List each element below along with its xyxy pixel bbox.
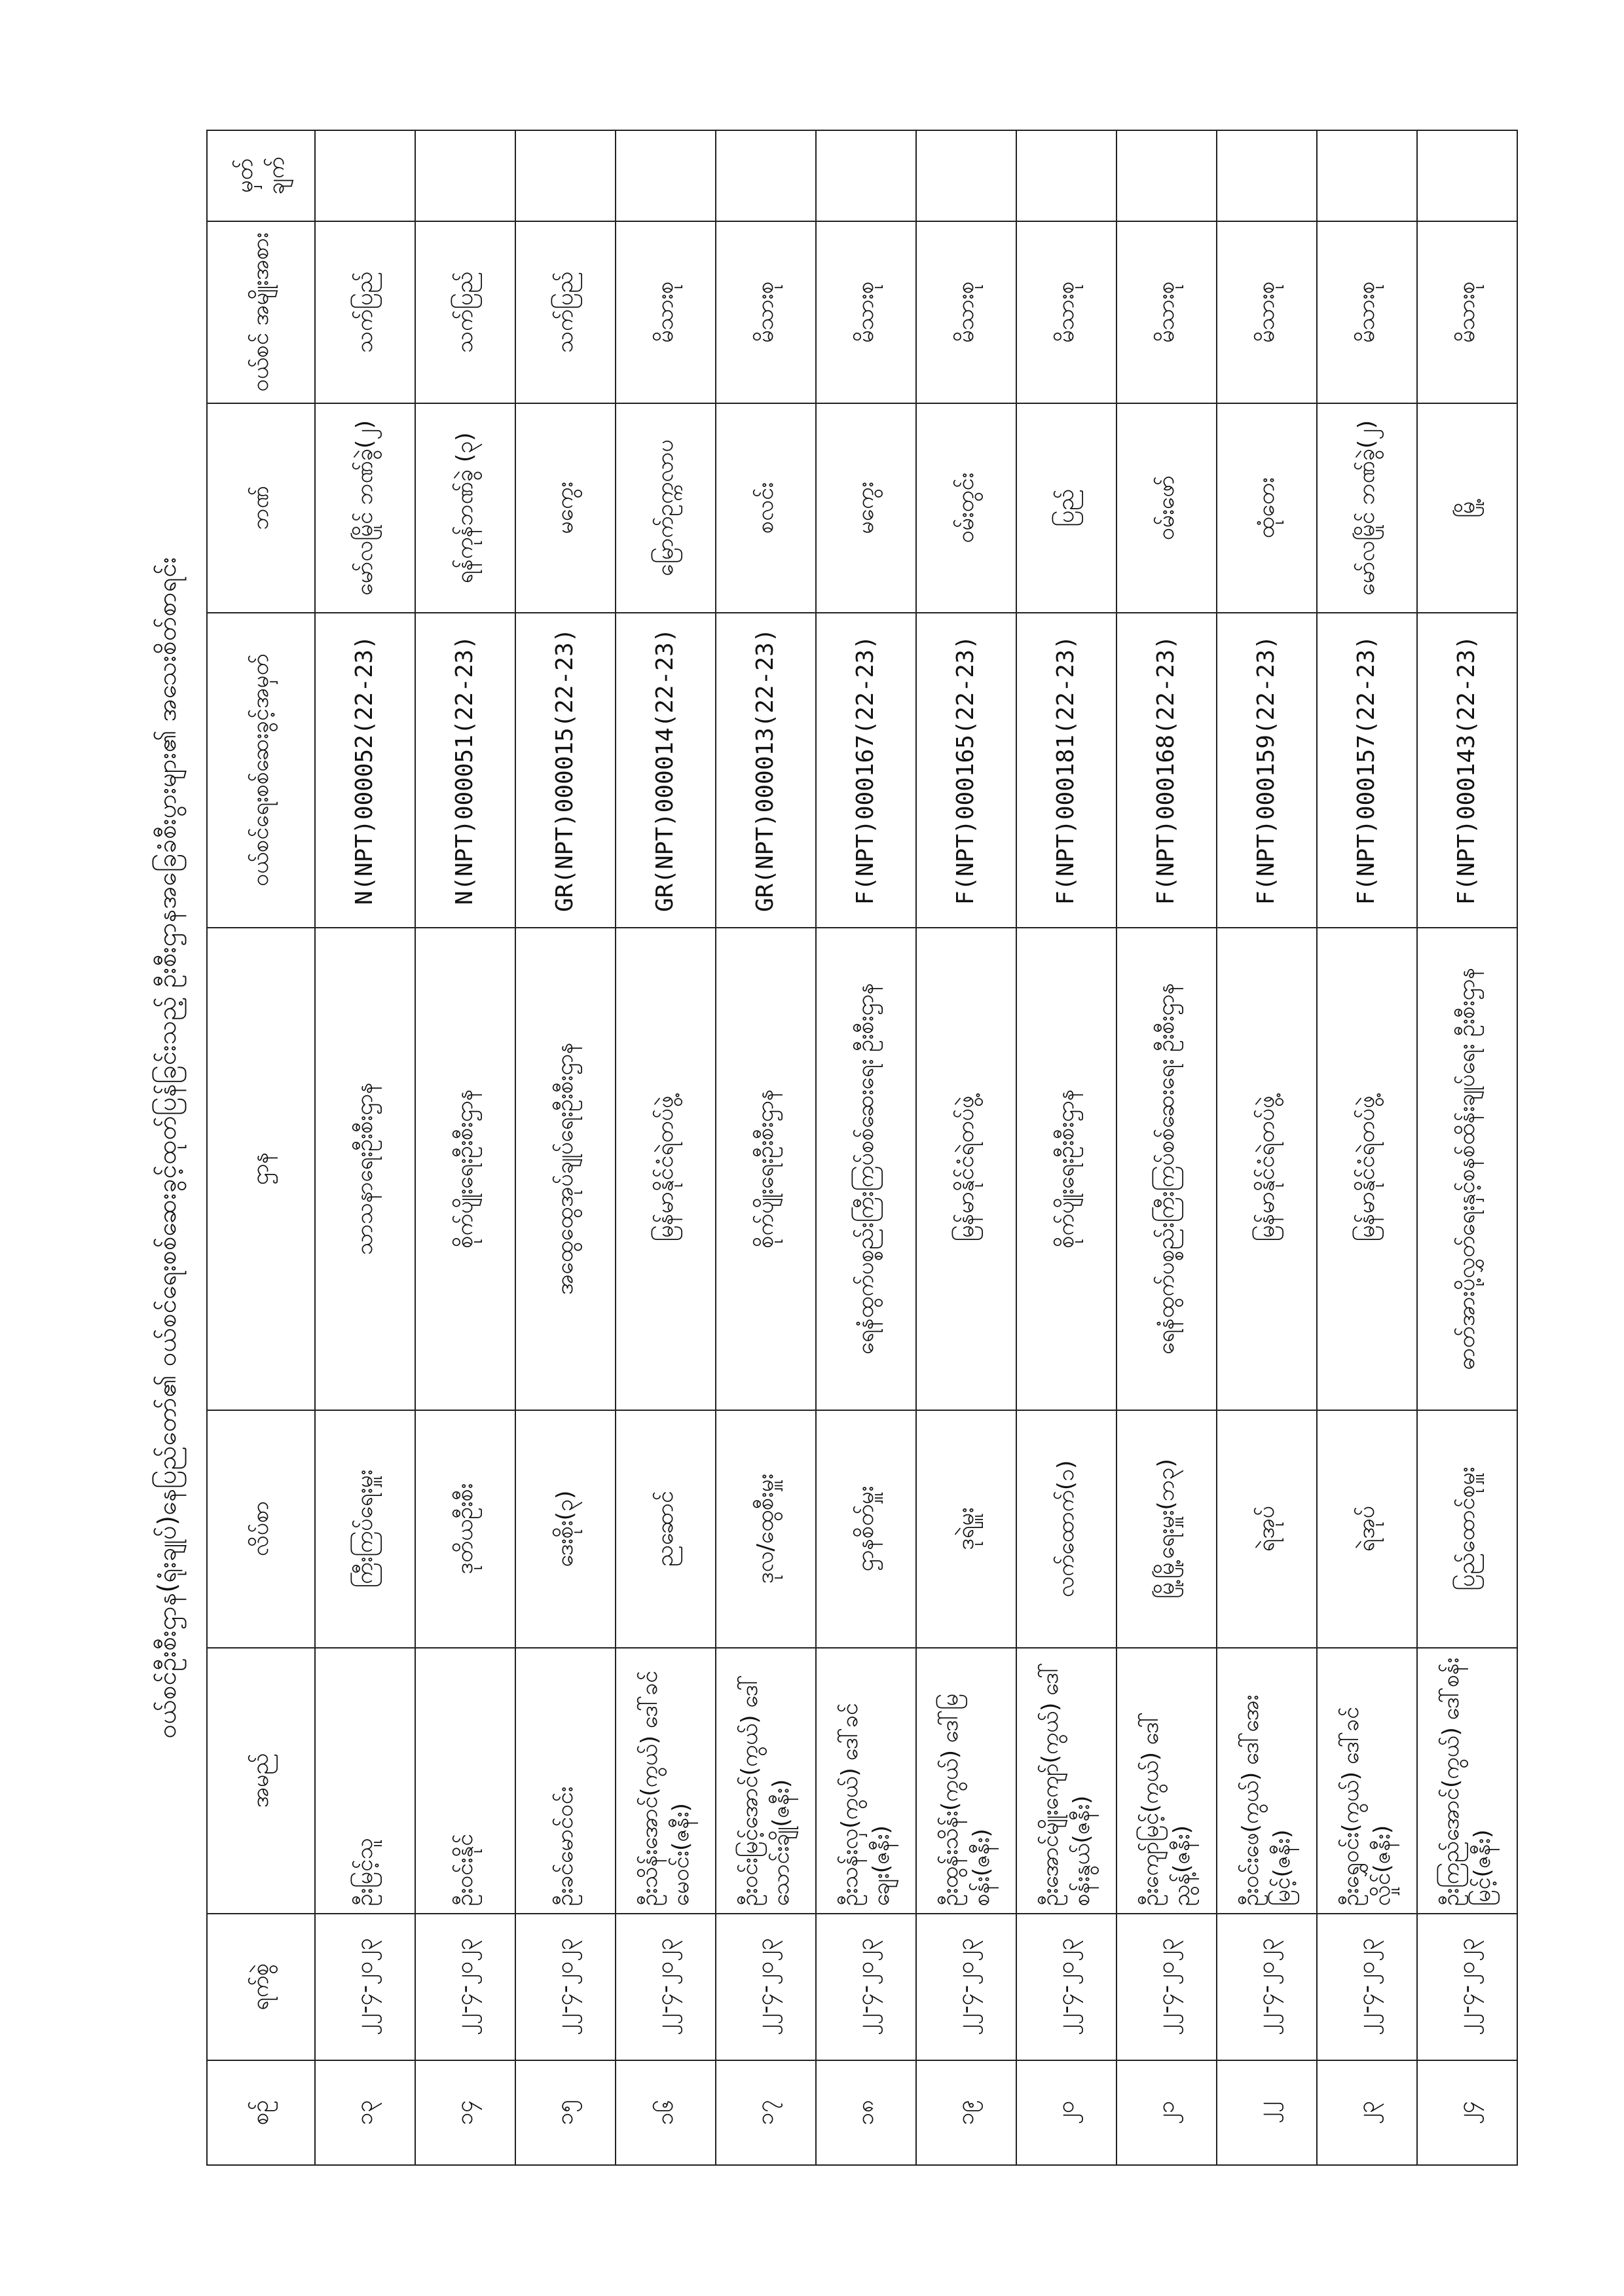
cell-type: မိသားစု [616, 221, 716, 403]
header-road: လိပ်စာ [207, 1410, 315, 1648]
cell-no: ၁၅ [515, 2060, 616, 2165]
cell-kind: ပြည် [1016, 403, 1116, 613]
table-row [916, 130, 1016, 2165]
cell-owner: ဦးဝင်းနိုင် [415, 1648, 515, 1914]
header-owner: အမည် [207, 1648, 315, 1914]
cell-date: ၂၂-၄-၂၀၂၃ [616, 1914, 716, 2060]
cell-license: N(NPT)000052(22-23) [315, 613, 415, 928]
cell-road: ကြီးကြပ်ရေးမှူး [315, 1410, 415, 1648]
cell-owner: ဦးမြင့်သူ [315, 1648, 415, 1914]
cell-type: မိသားစု [1016, 221, 1116, 403]
cell-road: ဒုတိယဦးစီး [415, 1410, 515, 1648]
cell-license: F(NPT)000143(22-23) [1417, 613, 1517, 928]
table-row [1317, 130, 1417, 2165]
cell-remark [1417, 130, 1517, 221]
table-body [315, 130, 1517, 2165]
cell-kind: မကွေး [515, 403, 616, 613]
cell-owner: ဦးဝင်းမြင့်အောင်(ကွယ်) ဒေါ်သောင်းချို(ဇနီး) [716, 1648, 816, 1914]
header-kind: ဘဏ် [207, 403, 315, 613]
cell-road: လက်ထောက်(၁) [1016, 1410, 1116, 1648]
table-row [616, 130, 716, 2165]
cell-no: ၁၇ [716, 2060, 816, 2165]
cell-type: မိသားစု [1217, 221, 1317, 403]
cell-road: ပြည်ထောင်စုမှူး [1417, 1410, 1517, 1648]
cell-no: ၁၈ [816, 2060, 916, 2165]
cell-ward: မြန်မာနိုင်ငံရဲတပ်ဖွဲ့ [1317, 928, 1417, 1410]
cell-no: ၂၃ [1317, 2060, 1417, 2165]
cell-owner: ဦးခင်မောင်ဝင်း [515, 1648, 616, 1914]
table-row [1217, 130, 1317, 2165]
cell-road: ဌာနစိတ်မှူး [816, 1410, 916, 1648]
table-row [1417, 130, 1517, 2165]
cell-type: သက်ပြည် [315, 221, 415, 403]
cell-owner: ဦးအောင်မျိုးကျော်(ကွယ်) ဒေါ်စန်းနွယ်(ဇနီး) [1016, 1648, 1116, 1914]
cell-date: ၂၂-၄-၂၀၂၃ [1016, 1914, 1116, 2060]
cell-no: ၁၄ [415, 2060, 515, 2165]
cell-owner: ဦးရွှေဝင်း(ကွယ်) ဒေါ်ခင်လှိုင်(ဇနီး) [1317, 1648, 1417, 1914]
table-header-row [207, 130, 315, 2165]
cell-ward: သာသနာရေးဦးစီးဌာန [315, 928, 415, 1410]
cell-license: F(NPT)000181(22-23) [1016, 613, 1116, 928]
cell-no: ၁၆ [616, 2060, 716, 2165]
cell-ward: စိုက်ပျိုးရေးဦးစီးဌာန [1016, 928, 1116, 1410]
cell-owner: ဦးဝင်းဖေ(ကွယ်) ဒေါ်အေးမြင့်(ဇနီး) [1217, 1648, 1317, 1914]
cell-license: GR(NPT)000013(22-23) [716, 613, 816, 928]
cell-kind: စလင်း [716, 403, 816, 613]
cell-ward: အထွေထွေအုပ်ချုပ်ရေးဦးစီးဌာန [515, 928, 616, 1410]
cell-type: မိသားစု [816, 221, 916, 403]
cell-ward: စိုက်ပျိုးရေးဦးစီးဌာန [415, 928, 515, 1410]
cell-remark [1217, 130, 1317, 221]
cell-kind: ထုံတေး [1217, 403, 1317, 613]
cell-no: ၁၃ [315, 2060, 415, 2165]
cell-remark [816, 130, 916, 221]
cell-date: ၂၂-၄-၂၀၂၃ [515, 1914, 616, 2060]
cell-license: GR(NPT)000014(22-23) [616, 613, 716, 928]
cell-road: ဒုရဲမှူး [916, 1410, 1016, 1648]
cell-remark [315, 130, 415, 221]
cell-owner: ဦးသိန်းအောင်(ကွယ်) ဒေါ်ခင်မေဝင်း(ဇနီး) [616, 1648, 716, 1914]
cell-no: ၂၂ [1217, 2060, 1317, 2165]
cell-remark [1116, 130, 1217, 221]
cell-license: F(NPT)000159(22-23) [1217, 613, 1317, 928]
cell-remark [1016, 130, 1116, 221]
cell-road: ညဆောင် [616, 1410, 716, 1648]
cell-owner: ဦးသန်းလှ(ကွယ်) ဒေါ်ခင်ချေး(ဇနီး) [816, 1648, 916, 1914]
cell-owner: ဦးကျော်မြင့်(ကွယ်) ဒေါ်ညွန့်(ဇနီး) [1116, 1648, 1217, 1914]
cell-kind: ဝမ်းဖော် [1116, 403, 1217, 613]
cell-date: ၂၂-၄-၂၀၂၃ [1217, 1914, 1317, 2060]
cell-type: သက်ပြည် [515, 221, 616, 403]
cell-license: F(NPT)000167(22-23) [816, 613, 916, 928]
cell-ward: ဓာတ်အားပို့လွှတ်ရေးနှင့်စနစ်ထိန်းချုပ်ရေး ဦးစီးဌာန [1417, 928, 1517, 1410]
cell-type: မိသားစု [716, 221, 816, 403]
cell-no: ၂၁ [1116, 2060, 1217, 2165]
cell-date: ၂၂-၄-၂၀၂၃ [315, 1914, 415, 2060]
cell-road: မြို့မြို့ရေးမှူး(ဘ၃) [1116, 1410, 1217, 1648]
cell-remark [1317, 130, 1417, 221]
header-ward: ဌာန [207, 928, 315, 1410]
table-row [415, 130, 515, 2165]
cell-type: သက်ပြည် [415, 221, 515, 403]
cell-remark [916, 130, 1016, 221]
cell-owner: ဦးထွန်းသိန်း(ကွယ်) ဒေါ်မြစန်း(ဇနီး) [916, 1648, 1016, 1914]
cell-license: N(NPT)000051(22-23) [415, 613, 515, 928]
cell-remark [415, 130, 515, 221]
cell-no: ၁၉ [916, 2060, 1016, 2165]
cell-ward: မြန်မာနိုင်ငံရဲတပ်ဖွဲ့ [1217, 928, 1317, 1410]
cell-remark [716, 130, 816, 221]
cell-kind: မော်လမြိုင် ဘဏ်ခွဲ(၂) [1317, 403, 1417, 613]
table-row [1116, 130, 1217, 2165]
cell-ward: စိုက်ပျိုးရေးဦးစီးဌာန [716, 928, 816, 1410]
cell-ward: ရေနံထွက်ပစ္စည်းကြီးကြပ်စစ်ဆေးရေး ဦးစီးဌာန [1116, 928, 1217, 1410]
cell-date: ၂၂-၄-၂၀၂၃ [415, 1914, 515, 2060]
cell-road: ဒုလ/ထွေစီးမှူး [716, 1410, 816, 1648]
table-row [816, 130, 916, 2165]
cell-kind: မကွေး [816, 403, 916, 613]
cell-road: ရဲအုပ် [1217, 1410, 1317, 1648]
cell-no: ၂၄ [1417, 2060, 1517, 2165]
cell-no: ၂၀ [1016, 2060, 1116, 2165]
cell-date: ၂၂-၄-၂၀၂၃ [716, 1914, 816, 2060]
header-date: ရက်စွဲ [207, 1914, 315, 2060]
cell-type: မိသားစု [1317, 221, 1417, 403]
pension-table [206, 130, 1518, 2166]
cell-date: ၂၂-၄-၂၀၂၃ [1417, 1914, 1517, 2060]
table-row [515, 130, 616, 2165]
cell-road: ရဲအုပ် [1317, 1410, 1417, 1648]
cell-kind: မြို့ [1417, 403, 1517, 613]
header-no: စဉ် [207, 2060, 315, 2165]
cell-license: GR(NPT)000015(22-23) [515, 613, 616, 928]
table-row [1016, 130, 1116, 2165]
cell-remark [616, 130, 716, 221]
header-license: ဝယ်စင်ရေးစစ်ဆေးခွင့်အမှတ် [207, 613, 315, 928]
cell-owner: ဦးကြည်အောင်(ကွယ်) ဒေါ်စန်းမြင့်(ဇနီး) [1417, 1648, 1517, 1914]
cell-type: မိသားစု [916, 221, 1016, 403]
cell-date: ၂၂-၄-၂၀၂၃ [1116, 1914, 1217, 2060]
cell-remark [515, 130, 616, 221]
cell-license: F(NPT)000157(22-23) [1317, 613, 1417, 928]
cell-road: ဒေးစိုး(၃) [515, 1410, 616, 1648]
header-remark: မှတ် ချက် [207, 130, 315, 221]
cell-ward: မြန်မာနိုင်ငံရဲတပ်ဖွဲ့ [916, 928, 1016, 1410]
table-row [716, 130, 816, 2165]
table-row [315, 130, 415, 2165]
cell-ward: မြန်မာနိုင်ငံရဲတပ်ဖွဲ့ [616, 928, 716, 1410]
cell-kind: ဝမ်းတွင်း [916, 403, 1016, 613]
rotated-landscape-content [138, 130, 1496, 2166]
cell-kind: မော်လမြိုင် ဘဏ်ခွဲ(၂) [315, 403, 415, 613]
cell-date: ၂၂-၄-၂၀၂၃ [916, 1914, 1016, 2060]
cell-ward: ရေနံထွက်ပစ္စည်းကြီးကြပ်စစ်ဆေးရေး ဦးစီးဌာန [816, 928, 916, 1410]
cell-license: F(NPT)000168(22-23) [1116, 613, 1217, 928]
cell-type: မိသားစု [1116, 221, 1217, 403]
document-title: ဝယ်စင်ဦးစီးဌာန(ရုံးချုပ်)နေပြည်တော်၏ ဝယ်စင်ရေးစစ်ဆေးခွင့်ထုတ်ပြန်ခြင်းသည့် ဦးစီးဌာနအခြေခံစီးပွားများ၏ အသေးစိတ်စာရင်း [153, 556, 181, 1739]
cell-date: ၂၂-၄-၂၀၂၃ [816, 1914, 916, 2060]
header-type: ဝယ်စင် အမျိုးအစား [207, 221, 315, 403]
cell-type: မိသားစု [1417, 221, 1517, 403]
cell-kind: မြောက်ဥက္ကလာပ [616, 403, 716, 613]
cell-kind: ရန်ကုန်ဘဏ်ခွဲ (၃) [415, 403, 515, 613]
cell-date: ၂၂-၄-၂၀၂၃ [1317, 1914, 1417, 2060]
cell-license: F(NPT)000165(22-23) [916, 613, 1016, 928]
